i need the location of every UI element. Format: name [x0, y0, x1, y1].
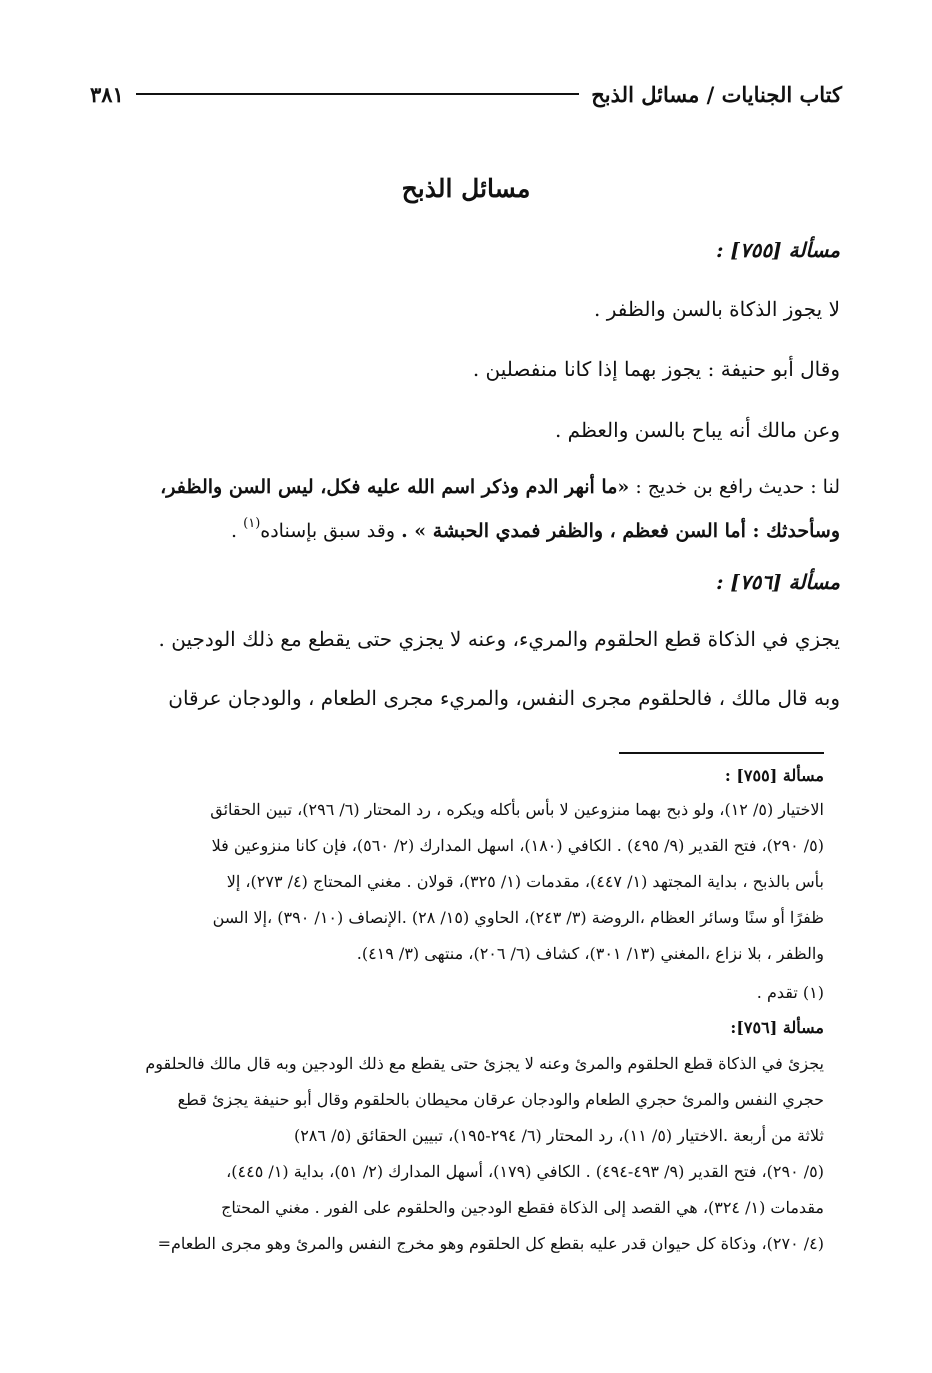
hadith-intro: لنا : حديث رافع بن خديج :: [635, 476, 840, 498]
footnote-line: والظفر ، بلا نزاع ،المغني (١٣/ ٣٠١)، كشاف (٦/ ٢٠٦)، منتهى (٣/ ٤١٩).: [356, 944, 824, 963]
footnote-line: ثلاثة من أربعة .الاختيار (٥/ ١١)، رد المحتار (٦/ ٢٩٤-١٩٥)، تبيين الحقائق (٥/ ٢٨٦): [293, 1126, 824, 1145]
footnote-line: (٥/ ٢٩٠)، فتح القدير (٩/ ٤٩٣-٤٩٤) . الكافي (١٧٩)، أسهل المدارك (٢/ ٥١)، بداية (١/ ٤٤٥)،: [226, 1162, 824, 1181]
header-rule: [136, 93, 579, 95]
footnote-heading: مسألة [٧٥٦]:: [730, 1018, 824, 1037]
footnote-line: ظفرًا أو سنًا وسائر العظام ،الروضة (٣/ ٢٤٣)، الحاوي (١٥/ ٢٨) .الإنصاف (١٠/ ٣٩٠) ،إلا السن: [212, 908, 824, 927]
footnote-1: (١) تقدم .: [756, 983, 824, 1002]
paragraph: وقال أبو حنيفة : يجوز بهما إذا كانا منفصلين .: [472, 357, 840, 381]
hadith-text-cont: وسأحدثك : أما السن فعظم ، والظفر فمدي الحبشة » .: [401, 520, 840, 542]
issue-heading: مسألة [٧٥٥] :: [716, 238, 840, 262]
paragraph: لا يجوز الذكاة بالسن والظفر .: [594, 297, 840, 321]
sentence-end: .: [231, 520, 238, 542]
footnote-756-heading: [92, 1018, 824, 1037]
chapter-title: مسائل الذبح: [401, 174, 531, 203]
hadith-text: «ما أنهر الدم وذكر اسم الله عليه فكل، ليس السن والظفر،: [160, 476, 630, 498]
footnote-line: يجزئ في الذكاة قطع الحلقوم والمرئ وعنه لا يجزئ حتى يقطع مع ذلك الودجين وبه قال مالك فالحلقوم: [145, 1054, 824, 1073]
cross-reference: وقد سبق بإسناده: [260, 520, 396, 542]
footnote-heading: مسألة [٧٥٥] :: [724, 766, 824, 785]
running-head: كتاب الجنايات / مسائل الذبح: [591, 81, 842, 107]
paragraph-hadith-cont: [92, 516, 840, 542]
paragraph: يجزي في الذكاة قطع الحلقوم والمريء، وعنه لا يجزي حتى يقطع مع ذلك الودجين .: [158, 627, 840, 651]
footnote-line: (٥/ ٢٩٠)، فتح القدير (٩/ ٤٩٥) . الكافي (١٨٠)، اسهل المدارك (٢/ ٥٦٠)، فإن كانا منزوعين فلا: [211, 836, 824, 855]
page-number: ٣٨١: [90, 81, 124, 107]
page-header: [90, 76, 842, 112]
footnote-line: الاختيار (٥/ ١٢)، ولو ذبح بهما منزوعين لا بأس بأكله ويكره ، رد المحتار (٦/ ٢٩٦)، تبين الحقائق: [210, 800, 824, 819]
footnote-line: (٤/ ٢٧٠)، وذكاة كل حيوان قدر عليه بقطع كل الحلقوم وهو مخرج النفس والمرئ وهو مجرى الطعام=: [157, 1234, 824, 1253]
footnote-755-heading: [92, 766, 824, 785]
issue-755-heading: [92, 238, 840, 262]
footnote-line: بأس بالذبح ، بداية المجتهد (١/ ٤٤٧)، مقدمات (١/ ٣٢٥)، قولان . مغني المحتاج (٤/ ٢٧٣)، إلا: [226, 872, 824, 891]
footnote-line: مقدمات (١/ ٣٢٤)، هي القصد إلى الذكاة فقطع الودجين والحلقوم على الفور . مغني المحتاج: [221, 1198, 824, 1217]
paragraph: وعن مالك أنه يباح بالسن والعظم .: [554, 418, 840, 442]
footnote-line: حجري النفس والمرئ حجري الطعام والودجان عرقان محيطان بالحلقوم وقال أبو حنيفة يجزئ قطع: [177, 1090, 824, 1109]
issue-heading: مسألة [٧٥٦] :: [716, 570, 840, 594]
issue-756-heading: [92, 570, 840, 594]
paragraph-hadith: [92, 476, 840, 498]
paragraph: وبه قال مالك ، فالحلقوم مجرى النفس، والمريء مجرى الطعام ، والودجان عرقان: [168, 686, 840, 710]
footnote-rule: [619, 752, 824, 754]
footnote-ref: (١): [243, 516, 261, 531]
